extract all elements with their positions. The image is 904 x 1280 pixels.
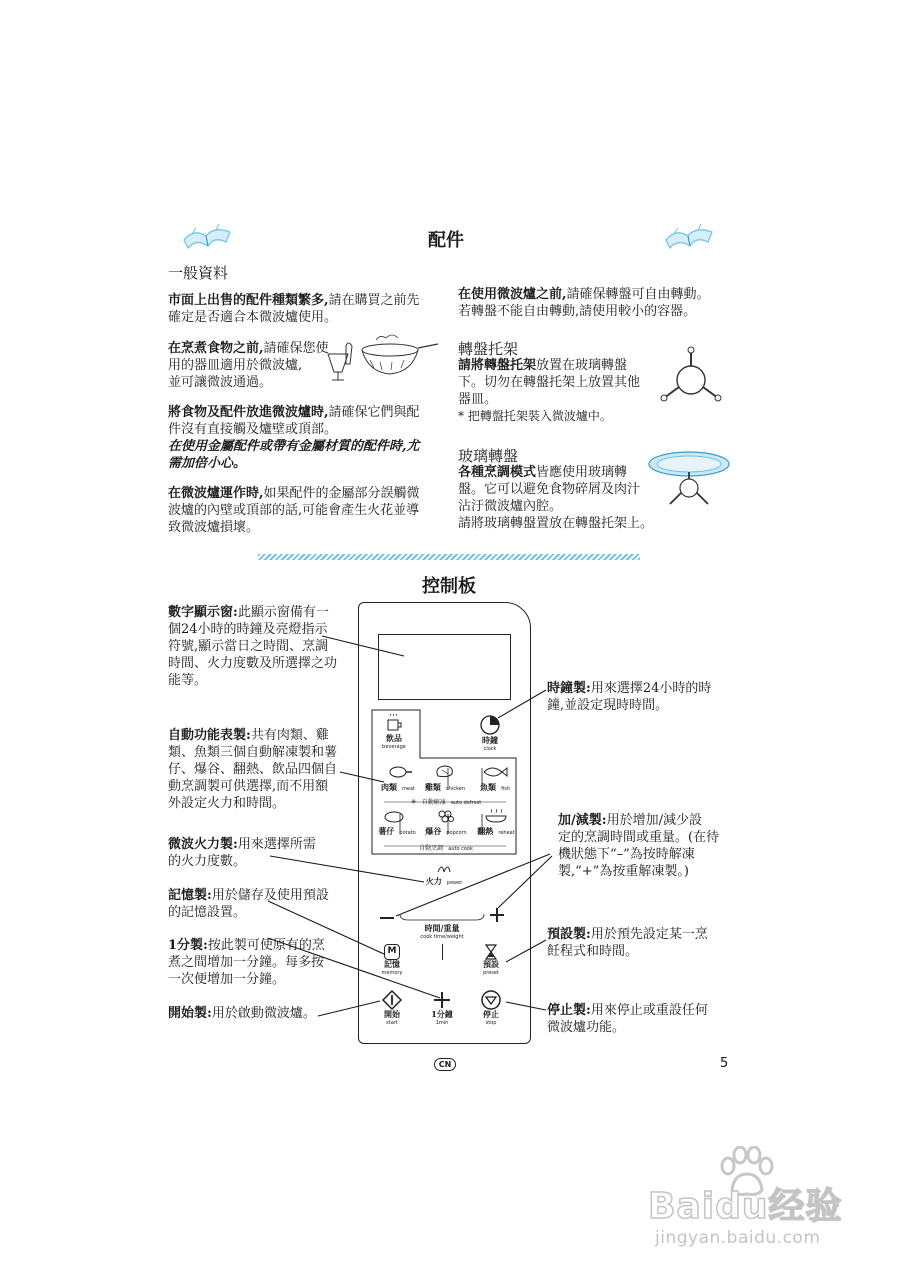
plus-icon	[488, 906, 506, 924]
preset-b: 飪程式和時間。	[547, 944, 639, 959]
potato-label: 薯仔	[378, 826, 395, 836]
clock-bold: 時鐘製:	[547, 681, 591, 696]
support-text-b: 下。切勿在轉盤托架上放置其他	[458, 375, 641, 390]
auto-b: 類、魚類三個自動解凍製和薯	[168, 745, 338, 760]
min-c: 一次便增加一分鐘。	[168, 972, 286, 987]
time-weight-label	[404, 924, 480, 942]
display-bold: 數字顯示窗:	[168, 605, 238, 620]
auto-bold: 自動功能表製:	[168, 728, 251, 743]
memory-a: 用於儲存及使用預設	[211, 888, 329, 903]
p1-bold: 市面上出售的配件種類繁多,	[168, 293, 329, 308]
accessories-left-p3	[168, 404, 443, 472]
accessories-left-p4	[168, 485, 443, 536]
cup-icon	[376, 714, 412, 734]
chicken-button[interactable]	[420, 764, 470, 792]
defrost-label: 自動解凍	[421, 799, 446, 806]
reheat-label-en: reheat	[498, 830, 515, 836]
book-icon-left	[180, 222, 236, 252]
autocook-label: 自動烹調	[419, 845, 444, 852]
turntable-support-note: * 把轉盤托架裝入微波爐中。	[458, 409, 612, 423]
one-minute-label: 1分鐘	[431, 1009, 453, 1019]
potato-button[interactable]	[372, 808, 422, 836]
plusminus-a: 用於增加/減少設	[606, 813, 702, 828]
potato-label-en: potato	[399, 830, 416, 836]
beverage-button[interactable]	[376, 714, 412, 754]
rp1-text-a: 請確保轉盤可自由轉動。	[566, 287, 710, 302]
start-a: 用於啟動微波爐。	[211, 1006, 316, 1021]
p3-italic-b: 需加倍小心。	[168, 456, 247, 471]
beverage-label-en: beverage	[382, 744, 406, 750]
auto-cook-label	[396, 840, 496, 854]
power-b: 的火力度數。	[168, 854, 247, 869]
start-button[interactable]	[374, 990, 410, 1032]
chicken-label-en: chicken	[446, 786, 466, 792]
callout-start	[168, 1005, 328, 1022]
callout-preset	[547, 926, 732, 960]
power-label-en: power	[446, 880, 463, 886]
general-info-heading: 一般資料	[168, 264, 229, 282]
p1-text-b: 確定是否適合本微波爐使用。	[168, 310, 338, 325]
section-title-control: 控制板	[422, 576, 476, 597]
meat-label-en: meat	[402, 786, 416, 792]
callout-display	[168, 604, 343, 689]
memory-key: M	[384, 944, 400, 960]
book-icon-right	[662, 222, 718, 252]
p4-text-c: 致微波爐損壞。	[168, 520, 260, 535]
callout-plus-minus	[558, 812, 738, 880]
beverage-label: 飲品	[386, 733, 402, 743]
start-bold: 開始製:	[168, 1006, 212, 1021]
clock-icon	[472, 714, 508, 736]
chicken-label: 雞類	[424, 782, 441, 792]
meat-label: 肉類	[380, 782, 397, 792]
p3-italic-a: 在使用金屬配件或帶有金屬材質的配件時,尤	[168, 439, 420, 454]
p2-bold: 在烹煮食物之前,	[168, 341, 264, 356]
stop-button[interactable]	[474, 990, 508, 1032]
rp1-text-b: 若轉盤不能自由轉動,請使用較小的容器。	[458, 304, 697, 319]
popcorn-button[interactable]	[420, 808, 472, 836]
p2-text-a: 請確保您使	[263, 341, 329, 356]
auto-d: 動烹調製可供選擇,而不用額	[168, 779, 329, 794]
reheat-label: 翻熱	[477, 826, 494, 836]
p3-bold: 將食物及配件放進微波爐時,	[168, 405, 329, 420]
glass-turntable-illustration	[646, 448, 732, 510]
plusminus-d: 製,“+”為按重解凍製。)	[558, 864, 689, 879]
support-text-a: 放置在玻璃轉盤	[536, 358, 628, 373]
min-bold: 1分製:	[168, 938, 208, 953]
section-divider	[258, 554, 640, 560]
power-bold: 微波火力製:	[168, 837, 238, 852]
watermark-brand: Baidu经验	[648, 1186, 843, 1227]
timeweight-label-en: cook time/weight	[420, 934, 464, 940]
popcorn-icon	[420, 808, 472, 824]
glass-text-d: 請將玻璃轉盤置放在轉盤托架上。	[458, 516, 654, 531]
meat-button[interactable]	[374, 764, 422, 792]
preset-a: 用於預先設定某一烹	[590, 927, 708, 942]
language-badge: CN	[434, 1058, 456, 1071]
plus-button[interactable]	[488, 906, 506, 924]
preset-bold: 預設製:	[547, 927, 591, 942]
stop-b: 微波爐功能。	[547, 1020, 626, 1035]
popcorn-label: 爆谷	[425, 826, 442, 836]
panel-center-divider	[442, 944, 443, 960]
stop-a: 用來停止或重設任何	[590, 1003, 708, 1018]
reheat-button[interactable]	[472, 808, 520, 836]
display-a: 此顯示窗備有一	[237, 605, 329, 620]
turntable-support-heading: 轉盤托架	[458, 340, 519, 358]
auto-e: 外設定火力和時間。	[168, 796, 286, 811]
memory-label-en: memory	[381, 970, 403, 976]
fish-button[interactable]	[472, 764, 518, 792]
p3-text-b: 件沒有直接觸及爐壁或頂部。	[168, 422, 338, 437]
support-text-c: 器皿。	[458, 392, 498, 407]
display-b: 個24小時的時鐘及亮燈指示	[168, 622, 328, 637]
fish-label-en: fish	[501, 786, 511, 792]
glass-turntable-heading: 玻璃轉盤	[458, 447, 519, 465]
clock-b: 鐘,並設定現時時間。	[547, 698, 669, 713]
one-minute-button[interactable]	[426, 990, 458, 1032]
memory-label: 記憶	[384, 959, 400, 969]
preset-label-en: preset	[483, 970, 499, 976]
glass-text-c: 沾汙微波爐內腔。	[458, 499, 563, 514]
clock-a: 用來選擇24小時的時	[590, 681, 712, 696]
min-a: 按此製可使原有的烹	[207, 938, 325, 953]
plusminus-b: 定的烹調時間或重量。(在待	[558, 830, 720, 845]
min-b: 煮之間增加一分鐘。每多按	[168, 955, 325, 970]
turntable-support-illustration	[656, 346, 726, 410]
display-e: 能等。	[168, 673, 208, 688]
timeweight-label: 時間/重量	[424, 923, 460, 933]
plusminus-c: 機狀態下“–”為按時解凍	[558, 847, 695, 862]
stop-icon	[474, 990, 508, 1010]
preset-label: 預設	[483, 959, 499, 969]
start-label: 開始	[384, 1009, 400, 1019]
rp1-bold: 在使用微波爐之前,	[458, 287, 567, 302]
time-weight-bracket	[398, 912, 486, 922]
callout-clock	[547, 680, 737, 714]
snowflake-icon: ✳	[410, 798, 417, 806]
popcorn-label-en: popcorn	[446, 830, 467, 836]
cookware-illustration	[320, 332, 440, 384]
glass-bold: 各種烹調模式	[458, 465, 537, 480]
defrost-label-en: auto defrost	[450, 800, 482, 806]
stop-label-en: stop	[485, 1020, 497, 1026]
section-title-accessories: 配件	[428, 230, 464, 251]
accessories-left-p1	[168, 292, 438, 326]
stop-label: 停止	[483, 1009, 499, 1019]
callout-memory	[168, 887, 343, 921]
p3-text-a: 請確保它們與配	[328, 405, 420, 420]
clock-label: 時鐘	[482, 735, 498, 745]
minus-icon	[378, 911, 396, 925]
start-icon	[374, 990, 410, 1010]
glass-text-a: 皆應使用玻璃轉	[536, 465, 628, 480]
digital-display	[378, 634, 511, 700]
auto-defrost-label	[396, 794, 496, 808]
power-label: 火力	[425, 876, 442, 886]
accessories-right-p1	[458, 286, 733, 320]
glass-text-b: 盤。它可以避免食物碎屑及肉汁	[458, 482, 641, 497]
plusminus-bold: 加/減製:	[558, 813, 607, 828]
plus-one-icon	[426, 990, 458, 1010]
power-a: 用來選擇所需	[237, 837, 316, 852]
memory-bold: 記憶製:	[168, 888, 212, 903]
power-button[interactable]	[418, 862, 470, 890]
auto-a: 共有肉類、雞	[250, 728, 329, 743]
memory-b: 的記憶設置。	[168, 905, 247, 920]
watermark-url: jingyan.baidu.com	[655, 1228, 821, 1248]
hourglass-icon	[474, 944, 508, 960]
clock-label-en: clock	[483, 746, 497, 752]
p2-text-c: 並可讓微波通過。	[168, 375, 273, 390]
p4-bold: 在微波爐運作時,	[168, 486, 264, 501]
minus-button[interactable]	[378, 910, 396, 924]
display-c: 符號,顯示當日之時間、烹調	[168, 639, 329, 654]
memory-button[interactable]	[374, 944, 410, 982]
display-d: 時間、火力度數及所選擇之功	[168, 656, 338, 671]
preset-button[interactable]	[474, 944, 508, 982]
auto-c: 仔、爆谷、翻熱、飲品四個自	[168, 762, 338, 777]
turntable-support-text	[458, 357, 658, 408]
p1-text-a: 請在購買之前先	[328, 293, 420, 308]
fish-label: 魚類	[479, 782, 496, 792]
callout-power	[168, 836, 338, 870]
autocook-label-en: auto cook	[448, 846, 473, 852]
start-label-en: start	[386, 1020, 398, 1026]
p2-text-b: 用的器皿適用於微波爐,	[168, 358, 303, 373]
support-bold: 請將轉盤托架	[458, 358, 537, 373]
callout-auto-menu	[168, 727, 348, 812]
callout-stop	[547, 1002, 727, 1036]
p4-text-a: 如果配件的金屬部分誤觸微	[263, 486, 420, 501]
page-number: 5	[720, 1056, 729, 1071]
fish-icon	[472, 764, 518, 780]
one-minute-label-en: 1min	[435, 1020, 449, 1026]
stop-bold: 停止製:	[547, 1003, 591, 1018]
clock-button[interactable]	[472, 714, 508, 756]
callout-one-minute	[168, 937, 353, 988]
p4-text-b: 波爐的內壁或頂部的話,可能會產生火花並導	[168, 503, 420, 518]
